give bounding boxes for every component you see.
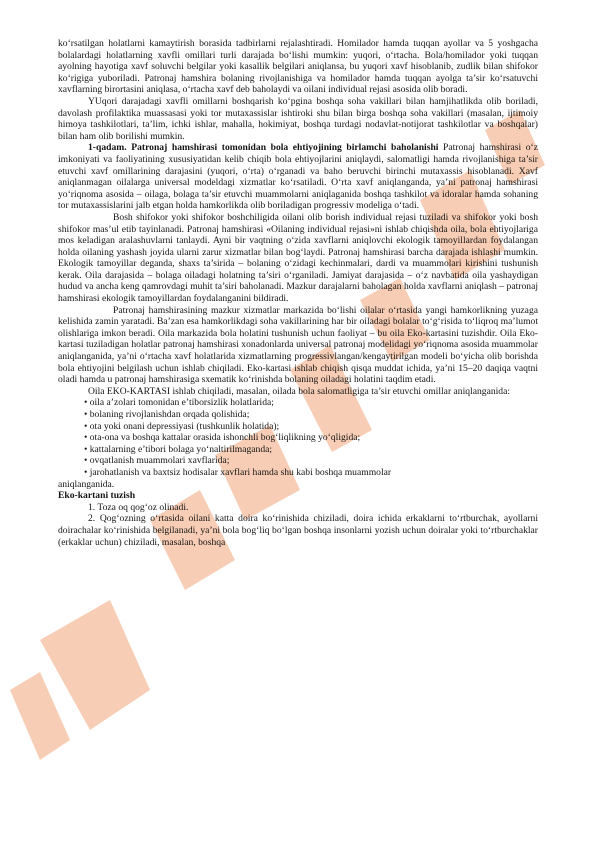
document-page <box>58 38 538 548</box>
numbered-step: 1. Toza oq qog‘oz olinadi. <box>88 501 189 513</box>
paragraph <box>58 142 538 212</box>
numbered-step: 2. Qog‘ozning o‘rtasida oilani katta doira ko‘rinishida chiziladi, doira ichida erkaklarni to‘rtburchak, ayollarni doirachalar ko‘rinishida belgilanadi, ya’ni bola bog‘liq bo‘lgan boshqa insonlarni yozish uchun doiralar yoki to‘rtburchaklar (erkaklar uchun) chiziladi, masalan, boshqa <box>58 513 538 548</box>
bullet-item: • bolaning rivojlanishdan orqada qolishida; <box>84 409 250 420</box>
bullet-tail: aniqlanganida. <box>58 478 115 490</box>
bullet-item: • kattalarning e’tibori bolaga yo‘naltirilmaganda; <box>84 443 273 455</box>
bullet-item: • ovqatlanish muammolari xavflarida; <box>84 455 230 467</box>
paragraph: Oila EKO-KARTASI ishlab chiqiladi, masalan, oilada bola salomatligiga ta’sir etuvchi omillar aniqlanganida: <box>88 385 511 397</box>
bullet-item: • ota yoki onani depressiyasi (tushkunlik holatida); <box>84 420 280 432</box>
bullet-item: • oila a’zolari tomonidan e’tiborsizlik holatlarida; <box>84 397 274 409</box>
paragraph: ko‘rsatilgan holatlarni kamaytirish borasida tadbirlarni rejalashtiradi. Homilador hamda tuqqan ayollar va 5 yoshgacha bolalardagi holatlarning xavfli omillari turli darajada bo‘lishi mumkin: yuqori, o‘rtacha. Bola/homilador yoki tuqqan ayolning hayotiga xavf soluvchi belgilar yoki kasallik belgilari aniqlansa, bu yuqori xavf hisoblanib, zudlik bilan shifokor ko‘rigiga yuboriladi. Patronaj hamshira bolaning rivojlanishiga va homilador hamda tuqqan ayolga ta’sir ko‘rsatuvchi xavflarning birortasini aniqlasa, o‘rtacha xavf deb baholaydi va oilani individual rejasi asosida olib boradi. <box>58 38 538 96</box>
paragraph-text: Patronaj hamshirasi o‘z imkoniyati va faoliyatining xususiyatidan kelib chiqib bola ehtiyojlarini aniqlaydi, salomatligi hamda rivojlanishiga ta’sir etuvchi xavf omillarining darajasini (yuqori, o‘rta) o‘rganadi va baho beruvchi birinchi mutaxassis hisoblanadi. Xavf aniqlanmagan oilalarga universal modeldagi xizmatlar ko‘rsatiladi. O‘rta xavf aniqlanganda, ya’ni patronaj hamshirasi yo‘riqnoma asosida – oilaga, bolaga ta’sir etuvchi muammolarni aniqlaganida boshqa tashkilot va idoralar hamda sohaning tor mutaxassislarini jalb etgan holda hamkorlikda olib boriladigan progressiv modeliga o‘tadi. <box>58 142 538 212</box>
paragraph: Bosh shifokor yoki shifokor boshchiligida oilani olib borish individual rejasi tuziladi va shifokor yoki bosh shifokor mas’ul etib tayinlanadi. Patronaj hamshirasi «Oilaning individual rejasi»ni ishlab chiqishda oila, bola ehtiyojlariga mos keladigan aralashuvlarni tanlaydi. Ayni bir vaqtning o‘zida xavflarni aniqlovchi ekologik tamoyillardan foydalangan holda oilaning yashash joyida ularni zarur xizmatlar bilan bog‘laydi. Patronaj hamshirasi barcha darajada ishlashi mumkin. Ekologik tamoyillar deganda, shaxs ta’sirida – bolaning o‘zidagi kechinmalari, dardi va muammolari kirishini tushunish kerak. Oila darajasida – bolaga oiladagi holatning ta’siri o‘rganiladi. Jamiyat darajasida – o‘z navbatida oila yashaydigan hudud va ancha keng qamrovdagi muhit ta’siri baholanadi. Mazkur darajalarni baholagan holda xavflarni aniqlash – patronaj hamshirasi ekologik tamoyillardan foydalanganini bildiradi. <box>58 211 538 305</box>
step-heading: 1-qadam. Patronaj hamshirasi tomonidan bola ehtiyojining birlamchi baholanishi <box>88 142 439 154</box>
paragraph: YUqori darajadagi xavfli omillarni boshqarish ko‘pgina boshqa soha vakillari bilan hamjihatlikda olib boriladi, davolash profilaktika muassasasi yoki tor mutaxassislar ishtiroki shu bilan birga boshqa soha vakillari (masalan, ijtimoiy himoya tashkilotlari, ta’lim, ichki ishlar, mahalla, hokimiyat, boshqa turdagi nodavlat-notijorat tashkilotlar va boshqalar) bilan ham olib borilishi mumkin. <box>58 95 538 142</box>
section-heading-text: Eko-kartani tuzish <box>58 490 136 502</box>
section-heading <box>58 490 538 502</box>
paragraph: Patronaj hamshirasining mazkur xizmatlar markazida bo‘lishi oilalar o‘rtasida yangi hamkorlikning yuzaga kelishida zamin yaratadi. Ba’zan esa hamkorlikdagi soha vakillarining har bir oiladagi bolalar to‘g‘risida to‘liqroq ma’lumot olishlariga imkon beradi. Oila markazida bola holatini tushunish uchun faoliyat – bu oila Eko-kartasini tuzishdir. Oila Eko-kartasi tuziladigan holatlar patronaj hamshirasi xonadonlarda universal patronaj modelidagi yo‘riqnoma asosida muammolar aniqlanganida, ya’ni o‘rtacha xavf holatlarida xizmatlarning progressivlangan/kengaytirilgan modeli bo‘yicha olib borishda bola ehtiyojini belgilash uchun ishlab chiqiladi. Eko-kartasi ishlab chiqish qisqa muddat ichida, ya’ni 15–20 daqiqa vaqtni oladi hamda u patronaj hamshirasiga sxematik ko‘rinishda bolaning oiladagi holatini taqdim etadi. <box>58 304 538 386</box>
bullet-item: • ota-ona va boshqa kattalar orasida ishonchli bog‘liqlikning yo‘qligida; <box>84 432 361 444</box>
bullet-item: • jarohatlanish va baxtsiz hodisalar xavflari hamda shu kabi boshqa muammolar <box>84 466 392 478</box>
